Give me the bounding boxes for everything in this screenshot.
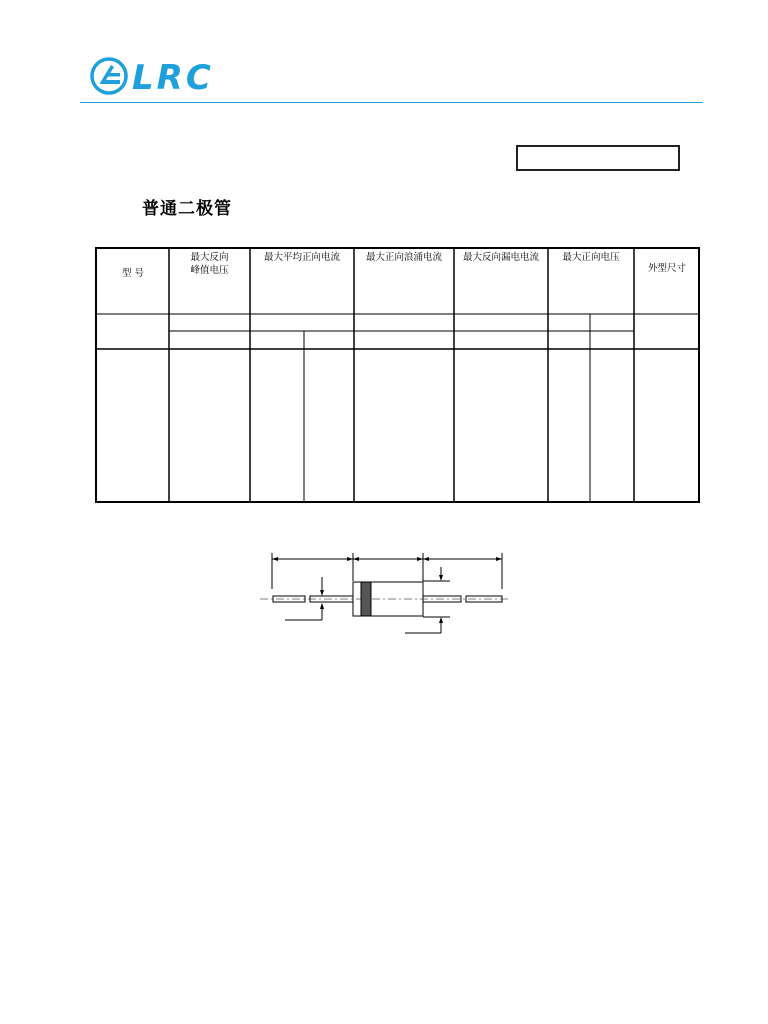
col-header-forward-voltage: 最大正向电压: [562, 252, 620, 263]
col-header-reverse-leakage: 最大反向漏电电流: [462, 252, 539, 263]
col-header-model: 型 号: [121, 268, 145, 279]
part-number-box: [516, 145, 680, 171]
lrc-logo-icon: [90, 57, 130, 97]
table-grid: [95, 247, 700, 503]
logo-text: LRC: [132, 58, 214, 98]
document-title: 普通二极管: [142, 199, 232, 219]
col-header-package: 外型尺寸: [647, 263, 686, 274]
header-divider: [80, 102, 703, 103]
diode-outline-diagram: [255, 545, 515, 645]
spec-table: [95, 247, 700, 503]
col-header-peak-reverse-voltage-1: 最大反向: [190, 252, 229, 263]
col-header-peak-reverse-voltage-2: 峰值电压: [190, 265, 229, 276]
col-header-surge-current: 最大正向浪涌电流: [365, 252, 442, 263]
col-header-avg-forward-current: 最大平均正向电流: [263, 252, 340, 263]
